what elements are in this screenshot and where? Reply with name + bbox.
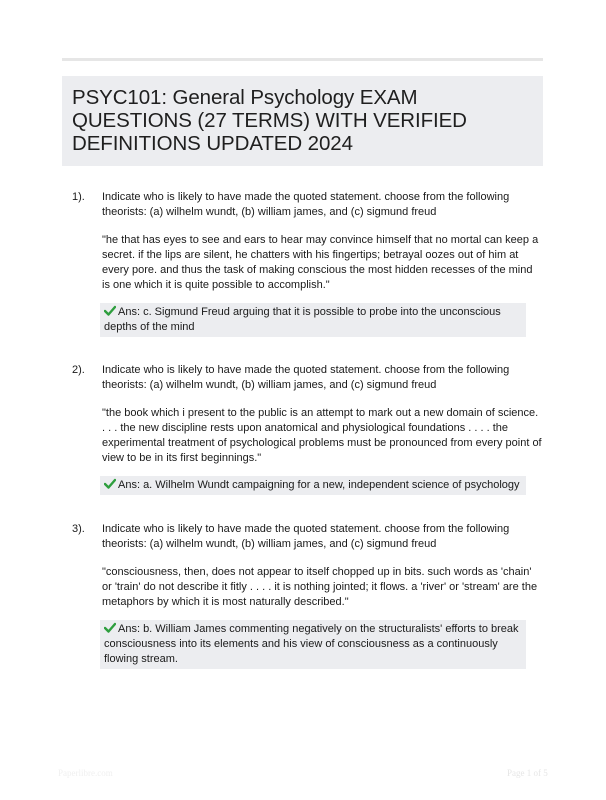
checkmark-icon — [104, 622, 116, 633]
title-line-1: PSYC101: General Psychology EXAM — [72, 86, 418, 109]
footer-site: Paperlibre.com — [58, 768, 113, 778]
checkmark-icon — [104, 478, 116, 489]
title-banner — [62, 76, 543, 166]
answer-box — [100, 476, 526, 495]
question-text: Indicate who is likely to have made the quoted statement. choose from the following theorists: (a) wilhelm wundt, (b) william james, and (c) sigmund freud — [102, 364, 510, 391]
answer-text: Ans: b. William James commenting negatively on the structuralists' efforts to break consciousness into its elements and his view of consciousness as a continuously flowing stream. — [104, 623, 519, 665]
question-quote: "consciousness, then, does not appear to itself chopped up in bits. such words as 'chain' or 'train' do not describe it fitly . . . . it is nothing jointed; it flows. a 'river' or 'stream' are the metaphors by which it is most naturally described." — [102, 566, 538, 608]
question-quote: "he that has eyes to see and ears to hear may convince himself that no mortal can keep a secret. if the lips are silent, he chatters with his fingertips; betrayal oozes out of him at every pore. and thus the task of making conscious the most hidden recesses of the mind is one which it is quite possible to accomplish." — [102, 234, 539, 291]
answer-box — [100, 303, 526, 337]
title-line-2: QUESTIONS (27 TERMS) WITH VERIFIED — [72, 109, 467, 132]
answer-box — [100, 620, 526, 669]
question-item-1 — [72, 190, 542, 337]
answer-text: Ans: a. Wilhelm Wundt campaigning for a new, independent science of psychology — [118, 479, 520, 491]
question-item-3 — [72, 522, 542, 669]
answer-text: Ans: c. Sigmund Freud arguing that it is possible to probe into the unconscious depths of the mind — [104, 306, 501, 333]
checkmark-icon — [104, 305, 116, 316]
footer-page-number: Page 1 of 5 — [507, 768, 548, 778]
question-text: Indicate who is likely to have made the quoted statement. choose from the following theorists: (a) wilhelm wundt, (b) william james, and (c) sigmund freud — [102, 191, 510, 218]
question-number: 2). — [72, 364, 85, 376]
question-quote: "the book which i present to the public is an attempt to mark out a new domain of science. . . . the new discipline rests upon anatomical and physiological foundations . . . . the experimental treatment of psychological problems must be pronounced from every point of view to be in its first beginnings." — [102, 407, 542, 464]
question-text: Indicate who is likely to have made the quoted statement. choose from the following theorists: (a) wilhelm wundt, (b) william james, and (c) sigmund freud — [102, 523, 510, 550]
page-title — [72, 86, 533, 155]
question-item-2 — [72, 363, 542, 495]
top-divider — [62, 58, 543, 61]
question-number: 1). — [72, 191, 85, 203]
question-number: 3). — [72, 523, 85, 535]
title-line-3: DEFINITIONS UPDATED 2024 — [72, 132, 353, 155]
